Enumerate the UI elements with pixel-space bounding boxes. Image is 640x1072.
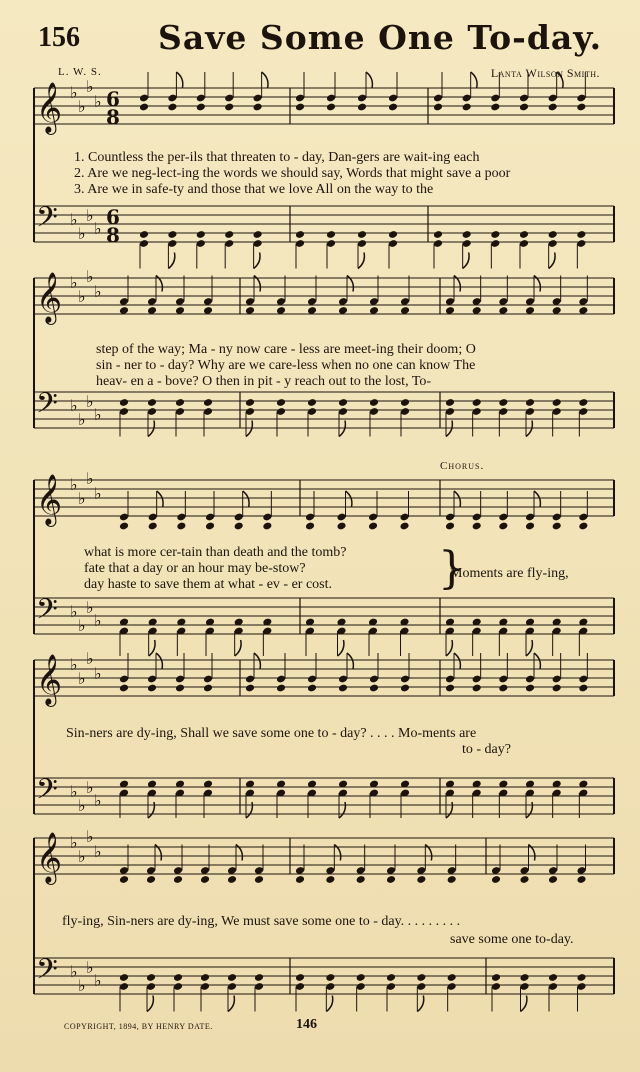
- note-head: [552, 398, 562, 407]
- note-head: [498, 522, 508, 531]
- note-flag: [526, 802, 532, 818]
- flat-icon: ♭: [86, 778, 94, 797]
- note-head: [305, 522, 315, 531]
- note-head: [173, 973, 183, 982]
- flat-icon: ♭: [70, 475, 78, 494]
- flat-icon: ♭: [94, 791, 102, 810]
- note-head: [146, 875, 156, 884]
- note-head: [295, 230, 305, 239]
- note-flag: [147, 996, 153, 1012]
- note-head: [227, 973, 237, 982]
- note-flag: [339, 802, 345, 818]
- note-head: [148, 522, 158, 531]
- note-head: [498, 684, 508, 693]
- note-head: [416, 875, 426, 884]
- note-head: [491, 875, 501, 884]
- note-head: [224, 230, 234, 239]
- note-head: [227, 875, 237, 884]
- flat-icon: ♭: [94, 664, 102, 683]
- note-head: [175, 684, 185, 693]
- flat-icon: ♭: [86, 392, 94, 411]
- note-head: [491, 973, 501, 982]
- note-flag: [176, 72, 182, 88]
- note-head: [245, 684, 255, 693]
- note-head: [433, 230, 443, 239]
- note-head: [548, 973, 558, 982]
- note-head: [368, 522, 378, 531]
- note-head: [295, 103, 305, 112]
- note-flag: [168, 253, 174, 269]
- note-head: [253, 103, 263, 112]
- hymn-number: 156: [38, 22, 80, 53]
- note-head: [445, 684, 455, 693]
- note-head: [519, 230, 529, 239]
- treble-clef-icon: 𝄞: [36, 474, 63, 525]
- flat-icon: ♭: [70, 962, 78, 981]
- note-head: [147, 684, 157, 693]
- note-head: [386, 973, 396, 982]
- bass-clef-icon: 𝄢: [36, 953, 58, 993]
- note-head: [490, 103, 500, 112]
- flat-icon: ♭: [94, 219, 102, 238]
- note-head: [462, 103, 472, 112]
- note-head: [336, 522, 346, 531]
- time-signature-bottom: 8: [106, 223, 120, 247]
- flat-icon: ♭: [78, 616, 86, 635]
- note-flag: [254, 653, 260, 669]
- treble-clef-icon: 𝄞: [36, 654, 63, 705]
- bass-clef-icon: 𝄢: [36, 593, 58, 633]
- note-head: [147, 398, 157, 407]
- note-flag: [148, 802, 154, 818]
- verse1-line3: what is more cer-tain than death and the tomb?: [84, 545, 347, 560]
- flat-icon: ♭: [78, 410, 86, 429]
- flat-icon: ♭: [86, 958, 94, 977]
- note-head: [525, 684, 535, 693]
- note-head: [139, 103, 149, 112]
- flat-icon: ♭: [70, 833, 78, 852]
- flat-icon: ♭: [70, 83, 78, 102]
- note-head: [519, 875, 529, 884]
- note-head: [576, 230, 586, 239]
- chorus-line5-echo: save some one to-day.: [450, 932, 574, 947]
- note-head: [369, 398, 379, 407]
- flat-icon: ♭: [86, 77, 94, 96]
- note-head: [447, 875, 457, 884]
- note-head: [203, 684, 213, 693]
- flat-icon: ♭: [86, 598, 94, 617]
- note-head: [295, 973, 305, 982]
- note-flag: [346, 491, 352, 507]
- note-head: [525, 522, 535, 531]
- note-flag: [454, 491, 460, 507]
- note-head: [146, 973, 156, 982]
- page-number: 146: [296, 1017, 317, 1032]
- note-head: [386, 875, 396, 884]
- note-head: [472, 522, 482, 531]
- note-head: [472, 398, 482, 407]
- note-head: [576, 103, 586, 112]
- note-flag: [549, 253, 555, 269]
- flat-icon: ♭: [94, 971, 102, 990]
- note-flag: [338, 640, 344, 656]
- note-head: [400, 684, 410, 693]
- flat-icon: ♭: [78, 796, 86, 815]
- note-flag: [347, 653, 353, 669]
- chorus-line5: fly-ing, Sin-ners are dy-ing, We must save some one to - day. . . . . . . . .: [62, 914, 461, 929]
- note-head: [167, 230, 177, 239]
- flat-icon: ♭: [78, 669, 86, 688]
- time-signature-top: 6: [106, 87, 120, 111]
- note-head: [472, 684, 482, 693]
- note-head: [498, 398, 508, 407]
- note-head: [119, 973, 129, 982]
- note-flag: [326, 996, 332, 1012]
- treble-clef-icon: 𝄞: [36, 832, 63, 883]
- bass-clef-icon: 𝄢: [36, 387, 58, 427]
- note-head: [139, 230, 149, 239]
- note-flag: [149, 640, 155, 656]
- note-head: [262, 522, 272, 531]
- flat-icon: ♭: [86, 267, 94, 286]
- flat-icon: ♭: [78, 847, 86, 866]
- note-head: [357, 230, 367, 239]
- verse2-line2: sin - ner to - day? Why are we care-less when no one can know The: [96, 358, 476, 373]
- note-head: [369, 684, 379, 693]
- flat-icon: ♭: [78, 287, 86, 306]
- note-head: [254, 973, 264, 982]
- note-head: [357, 103, 367, 112]
- flat-icon: ♭: [86, 206, 94, 225]
- note-head: [338, 684, 348, 693]
- note-flag: [366, 72, 372, 88]
- note-flag: [156, 653, 162, 669]
- bass-clef-icon: 𝄢: [36, 201, 58, 241]
- copyright-notice: COPYRIGHT, 1894, BY HENRY DATE.: [64, 1022, 213, 1031]
- note-head: [356, 973, 366, 982]
- note-head: [307, 398, 317, 407]
- note-head: [490, 230, 500, 239]
- note-head: [552, 522, 562, 531]
- note-head: [175, 398, 185, 407]
- note-head: [245, 398, 255, 407]
- note-head: [578, 398, 588, 407]
- hymn-title: Save Some One To-day.: [158, 18, 603, 57]
- note-head: [325, 875, 335, 884]
- note-head: [578, 522, 588, 531]
- lyricist-credit: L. W. S.: [58, 66, 102, 78]
- note-head: [119, 684, 129, 693]
- flat-icon: ♭: [70, 210, 78, 229]
- note-head: [326, 103, 336, 112]
- note-head: [200, 973, 210, 982]
- flat-icon: ♭: [70, 396, 78, 415]
- verse2-line3: fate that a day or an hour may be-stow?: [84, 561, 306, 576]
- note-head: [576, 973, 586, 982]
- note-flag: [557, 72, 563, 88]
- flat-icon: ♭: [70, 782, 78, 801]
- note-head: [276, 398, 286, 407]
- note-head: [356, 875, 366, 884]
- note-head: [167, 103, 177, 112]
- note-head: [295, 875, 305, 884]
- flat-icon: ♭: [70, 602, 78, 621]
- treble-clef-icon: 𝄞: [36, 82, 63, 133]
- note-head: [416, 973, 426, 982]
- flat-icon: ♭: [94, 484, 102, 503]
- flat-icon: ♭: [94, 842, 102, 861]
- note-flag: [228, 996, 234, 1012]
- flat-icon: ♭: [78, 489, 86, 508]
- note-head: [196, 230, 206, 239]
- note-head: [548, 875, 558, 884]
- note-head: [400, 398, 410, 407]
- note-head: [576, 875, 586, 884]
- note-head: [224, 103, 234, 112]
- flat-icon: ♭: [78, 976, 86, 995]
- note-flag: [358, 253, 364, 269]
- note-head: [447, 973, 457, 982]
- note-head: [462, 230, 472, 239]
- note-head: [399, 522, 409, 531]
- note-head: [578, 684, 588, 693]
- note-head: [173, 875, 183, 884]
- note-head: [548, 103, 558, 112]
- note-flag: [534, 653, 540, 669]
- flat-icon: ♭: [86, 827, 94, 846]
- note-head: [388, 103, 398, 112]
- flat-icon: ♭: [94, 405, 102, 424]
- note-flag: [235, 640, 241, 656]
- note-flag: [463, 253, 469, 269]
- note-head: [119, 522, 129, 531]
- flat-icon: ♭: [86, 469, 94, 488]
- note-head: [253, 230, 263, 239]
- note-head: [234, 522, 244, 531]
- note-head: [205, 522, 215, 531]
- note-head: [433, 103, 443, 112]
- flat-icon: ♭: [94, 92, 102, 111]
- note-flag: [526, 640, 532, 656]
- flat-icon: ♭: [78, 224, 86, 243]
- flat-icon: ♭: [94, 611, 102, 630]
- note-head: [519, 973, 529, 982]
- note-head: [200, 875, 210, 884]
- note-head: [254, 875, 264, 884]
- verse3-line2: heav- en a - bove? O then in pit - y reach out to the lost, To-: [96, 374, 432, 389]
- flat-icon: ♭: [70, 273, 78, 292]
- note-flag: [243, 491, 249, 507]
- note-head: [519, 103, 529, 112]
- note-head: [176, 522, 186, 531]
- verse-brace: }: [438, 543, 466, 594]
- note-head: [307, 684, 317, 693]
- verse2-line1: 2. Are we neg-lect-ing the words we should say, Words that might save a poor: [74, 166, 511, 181]
- flat-icon: ♭: [86, 649, 94, 668]
- note-flag: [246, 802, 252, 818]
- note-flag: [454, 653, 460, 669]
- note-head: [276, 684, 286, 693]
- note-flag: [446, 802, 452, 818]
- flat-icon: ♭: [94, 282, 102, 301]
- note-head: [388, 230, 398, 239]
- verse3-line3: day haste to save them at what - ev - er cost.: [84, 577, 333, 592]
- note-head: [525, 398, 535, 407]
- verse1-line2: step of the way; Ma - ny now care - less are meet-ing their doom; O: [96, 342, 476, 357]
- verse1-line1: 1. Countless the per-ils that threaten to - day, Dan-gers are wait-ing each: [74, 150, 480, 165]
- note-head: [196, 103, 206, 112]
- note-flag: [471, 72, 477, 88]
- note-flag: [521, 996, 527, 1012]
- note-head: [552, 684, 562, 693]
- chorus-line4: Sin-ners are dy-ing, Shall we save some one to - day? . . . . Mo-ments are: [66, 726, 477, 741]
- chorus-label: Chorus.: [440, 460, 485, 472]
- note-flag: [157, 491, 163, 507]
- verse3-line1: 3. Are we in safe-ty and those that we love All on the way to the: [74, 182, 434, 197]
- note-flag: [446, 640, 452, 656]
- note-flag: [417, 996, 423, 1012]
- note-head: [325, 973, 335, 982]
- time-signature-top: 6: [106, 205, 120, 229]
- treble-clef-icon: 𝄞: [36, 272, 63, 323]
- note-head: [326, 230, 336, 239]
- flat-icon: ♭: [70, 655, 78, 674]
- note-head: [119, 875, 129, 884]
- note-head: [445, 398, 455, 407]
- note-head: [338, 398, 348, 407]
- flat-icon: ♭: [78, 97, 86, 116]
- note-flag: [254, 253, 260, 269]
- note-head: [203, 398, 213, 407]
- note-head: [445, 522, 455, 531]
- chorus-line4-echo: to - day?: [462, 742, 511, 757]
- note-head: [548, 230, 558, 239]
- bass-clef-icon: 𝄢: [36, 773, 58, 813]
- note-flag: [534, 491, 540, 507]
- composer-credit: Lanta Wilson Smith.: [490, 66, 600, 80]
- time-signature-bottom: 8: [106, 105, 120, 129]
- note-flag: [262, 72, 268, 88]
- chorus-line3: Moments are fly-ing,: [450, 566, 569, 581]
- note-head: [119, 398, 129, 407]
